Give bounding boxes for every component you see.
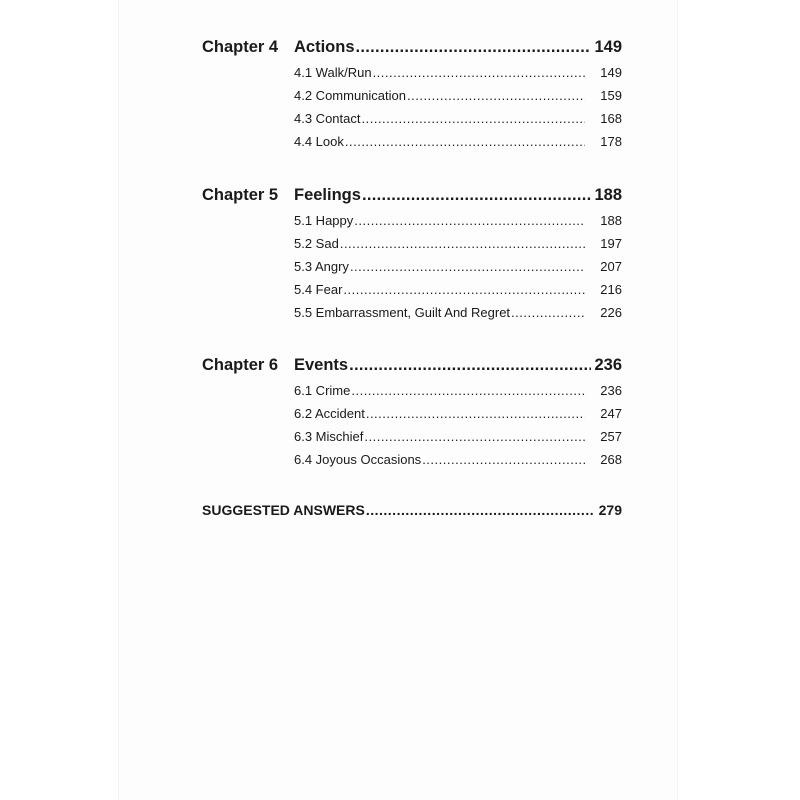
section-page-number: 247 [600, 406, 622, 421]
suggested-answers-entry[interactable] [202, 502, 622, 518]
section-page-number: 159 [600, 88, 622, 103]
chapter-title: Actions [294, 38, 355, 56]
section-title: 5.5 Embarrassment, Guilt And Regret [294, 305, 511, 320]
chapter-page-number: 188 [594, 186, 622, 204]
toc-entry-6-2[interactable] [294, 406, 622, 421]
dot-leader [340, 236, 585, 251]
toc-entry-5-3[interactable] [294, 259, 622, 274]
chapter-page-number: 236 [594, 356, 622, 374]
dot-leader [373, 65, 585, 80]
section-page-number: 216 [600, 282, 622, 297]
toc-entry-5-5[interactable] [294, 305, 622, 320]
answers-title: SUGGESTED ANSWERS [202, 502, 365, 518]
dot-leader [354, 213, 585, 228]
chapter-title: Feelings [294, 186, 361, 204]
section-title: 4.2 Communication [294, 88, 406, 103]
section-title: 6.3 Mischief [294, 429, 364, 444]
toc-entry-6-4[interactable] [294, 452, 622, 467]
section-title: 5.2 Sad [294, 236, 339, 251]
dot-leader [351, 383, 585, 398]
chapter-4-heading[interactable] [202, 38, 622, 57]
section-page-number: 226 [600, 305, 622, 320]
section-title: 6.2 Accident [294, 406, 365, 421]
dot-leader [343, 282, 585, 297]
section-title: 4.4 Look [294, 134, 344, 149]
section-page-number: 178 [600, 134, 622, 149]
dot-leader [345, 134, 585, 149]
dot-leader [422, 452, 585, 467]
chapter-title: Events [294, 356, 349, 374]
toc-entry-5-2[interactable] [294, 236, 622, 251]
dot-leader [366, 502, 593, 518]
chapter-page-number: 149 [594, 38, 622, 56]
toc-entry-6-1[interactable] [294, 383, 622, 398]
chapter-6-heading[interactable] [202, 356, 622, 375]
section-page-number: 236 [600, 383, 622, 398]
section-title: 5.4 Fear [294, 282, 343, 297]
dot-leader [362, 111, 586, 126]
section-title: 4.1 Walk/Run [294, 65, 372, 80]
section-title: 6.1 Crime [294, 383, 351, 398]
dot-leader [350, 259, 585, 274]
section-title: 5.1 Happy [294, 213, 354, 228]
dot-leader [356, 38, 592, 57]
section-page-number: 149 [600, 65, 622, 80]
toc-entry-4-2[interactable] [294, 88, 622, 103]
section-page-number: 268 [600, 452, 622, 467]
section-page-number: 257 [600, 429, 622, 444]
chapter-number: Chapter 6 [202, 356, 279, 374]
chapter-number: Chapter 4 [202, 38, 279, 56]
toc-entry-5-1[interactable] [294, 213, 622, 228]
section-page-number: 197 [600, 236, 622, 251]
section-title: 4.3 Contact [294, 111, 361, 126]
toc-entry-5-4[interactable] [294, 282, 622, 297]
section-title: 6.4 Joyous Occasions [294, 452, 422, 467]
section-title: 5.3 Angry [294, 259, 349, 274]
dot-leader [349, 356, 591, 375]
dot-leader [366, 406, 585, 421]
dot-leader [362, 186, 592, 205]
dot-leader [407, 88, 585, 103]
toc-entry-6-3[interactable] [294, 429, 622, 444]
chapter-number: Chapter 5 [202, 186, 279, 204]
toc-entry-4-1[interactable] [294, 65, 622, 80]
toc-entry-4-3[interactable] [294, 111, 622, 126]
section-page-number: 188 [600, 213, 622, 228]
answers-page-number: 279 [598, 502, 622, 518]
dot-leader [511, 305, 585, 320]
section-page-number: 168 [600, 111, 622, 126]
dot-leader [364, 429, 585, 444]
toc-entry-4-4[interactable] [294, 134, 622, 149]
section-page-number: 207 [600, 259, 622, 274]
chapter-5-heading[interactable] [202, 186, 622, 205]
